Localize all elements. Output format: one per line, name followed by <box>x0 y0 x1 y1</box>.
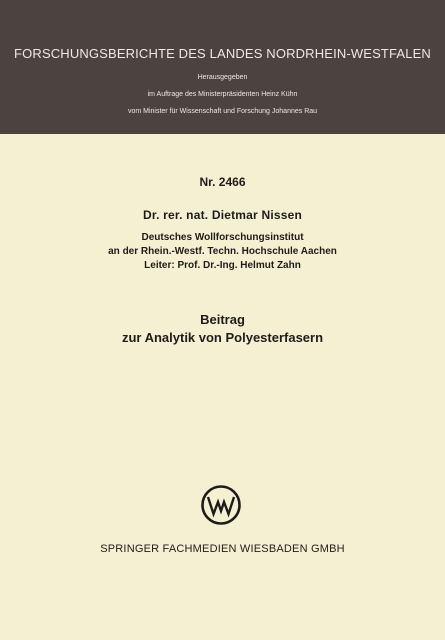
report-number: Nr. 2466 <box>199 175 246 189</box>
book-title-line-1: Beitrag <box>200 312 245 327</box>
editor-line-3: vom Minister für Wissenschaft und Forschung Johannes Rau <box>127 108 318 115</box>
book-title-line-2: zur Analytik von Polyesterfasern <box>121 330 324 345</box>
publisher-name: SPRINGER FACHMEDIEN WIESBADEN GMBH <box>100 543 345 555</box>
series-title: FORSCHUNGSBERICHTE DES LANDES NORDRHEIN-WESTFALEN <box>14 46 431 61</box>
cover-body <box>0 134 445 640</box>
editor-line-2: im Auftrage des Ministerpräsidenten Heinz Kühn <box>147 91 298 98</box>
institute-line-2: an der Rhein.-Westf. Techn. Hochschule Aachen <box>108 246 337 257</box>
institute-line-1: Deutsches Wollforschungsinstitut <box>141 232 304 243</box>
publisher-vw-logo-icon <box>200 484 242 526</box>
author-name: Dr. rer. nat. Dietmar Nissen <box>143 208 302 222</box>
series-header <box>0 0 445 134</box>
editor-line-1: Herausgegeben <box>197 74 248 81</box>
institute-line-3: Leiter: Prof. Dr.-Ing. Helmut Zahn <box>144 260 301 271</box>
